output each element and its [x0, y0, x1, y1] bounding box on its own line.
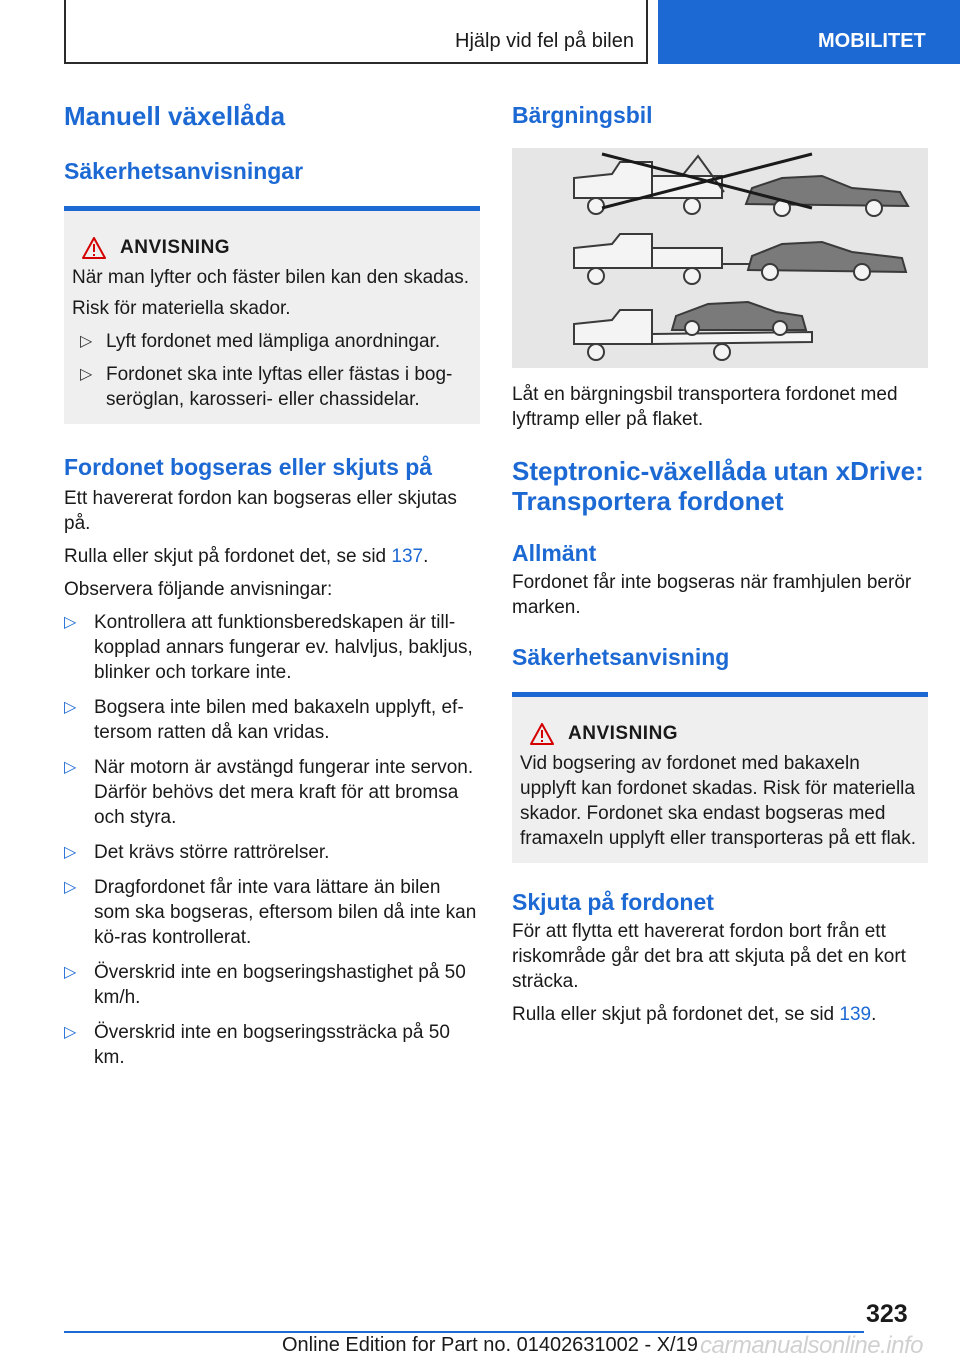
list-item: ▷ Bogsera inte bilen med bakaxeln upplyft, ef-tersom ratten då kan vridas.: [64, 697, 464, 743]
notice-box-right: [512, 692, 928, 863]
push-heading: Skjuta på fordonet: [512, 889, 714, 915]
page-link-139[interactable]: 139: [839, 1004, 872, 1025]
tow-instructions-intro: Observera följande anvisningar:: [64, 579, 333, 600]
list-item: ▷ Dragfordonet får inte vara lättare än bilen som ska bogseras, eftersom bilen då inte kan kö-ras kontrollerat.: [64, 877, 477, 948]
notice-line: Risk för materiella skador.: [72, 298, 291, 319]
general-paragraph: Fordonet får inte bogseras när framhjulen berör marken.: [512, 572, 912, 618]
header-category-label: MOBILITET: [818, 30, 926, 52]
page-title: Manuell växellåda: [64, 101, 286, 131]
list-item: ▷ När motorn är avstängd fungerar inte servon. Därför behövs det mera kraft för att bromsa och styra.: [64, 757, 474, 828]
warning-triangle-icon: [530, 723, 554, 745]
triangle-bullet-icon: ▷: [64, 614, 77, 631]
triangle-bullet-icon: ▷: [64, 699, 77, 716]
tow-reference: Rulla eller skjut på fordonet det, se sid 137.: [64, 546, 429, 567]
tow-heading: Fordonet bogseras eller skjuts på: [64, 454, 433, 480]
triangle-bullet-icon: ▷: [64, 759, 77, 776]
safety-heading: Säkerhetsanvisningar: [64, 158, 304, 184]
triangle-bullet-icon: ▷: [64, 844, 77, 861]
notice-title: [82, 237, 472, 259]
notice-text: Vid bogsering av fordonet med bakaxeln upplyft kan fordonet skadas. Risk för materiella skador. Fordonet ska endast bogseras med framaxeln upplyft eller transporteras på ett flak.: [520, 753, 917, 849]
left-column: [64, 100, 480, 1070]
tow-truck-illustration: [512, 148, 928, 368]
notice-list: [72, 329, 472, 412]
list-item: ▷ Kontrollera att funktionsberedskapen är till-kopplad annars fungerar ev. halvljus, bakljus, blinker och torkare inte.: [64, 612, 473, 683]
general-heading: Allmänt: [512, 540, 597, 566]
page-link-137[interactable]: 137: [391, 546, 424, 567]
tow-truck-caption: Låt en bärgningsbil transportera fordonet med lyftramp eller på flaket.: [512, 384, 898, 430]
header-category-tab[interactable]: [658, 0, 960, 64]
triangle-bullet-icon: ▷: [80, 366, 93, 383]
safety-heading-right: Säkerhetsanvisning: [512, 644, 730, 670]
steptronic-heading: Steptronic-växellåda utan xDrive: Transportera fordonet: [512, 456, 924, 516]
triangle-bullet-icon: ▷: [64, 964, 77, 981]
notice-line: När man lyfter och fäster bilen kan den skadas.: [72, 267, 470, 288]
header-section-box: [64, 0, 648, 64]
tow-instructions-list: [64, 610, 480, 1070]
tow-truck-heading: Bärgningsbil: [512, 102, 653, 128]
list-item: ▷ Överskrid inte en bogseringssträcka på 50 km.: [64, 1022, 450, 1068]
notice-label: ANVISNING: [568, 723, 679, 744]
tow-truck-diagram-icon: [512, 148, 928, 368]
push-paragraph: För att flytta ett havererat fordon bort från ett riskområde går det bra att skjuta på det en kort sträcka.: [512, 921, 906, 992]
notice-title: [530, 723, 920, 745]
push-reference: Rulla eller skjut på fordonet det, se sid 139.: [512, 1004, 877, 1025]
notice-box: [64, 206, 480, 424]
watermark-logo: carmanualsonline.info: [700, 1332, 923, 1359]
list-item: ▷ Fordonet ska inte lyftas eller fästas i bog-seröglan, karosseri- eller chassidelar.: [80, 364, 453, 410]
page-number: 323: [866, 1300, 908, 1328]
tow-paragraph: Ett havererat fordon kan bogseras eller skjutas på.: [64, 488, 457, 534]
triangle-bullet-icon: ▷: [80, 333, 93, 350]
notice-label: ANVISNING: [120, 237, 231, 258]
header-section-title: Hjälp vid fel på bilen: [455, 30, 634, 52]
list-item: ▷ Det krävs större rattrörelser.: [64, 842, 330, 863]
right-column: [512, 100, 928, 1027]
list-item: ▷ Lyft fordonet med lämpliga anordningar.: [80, 331, 441, 352]
list-item: ▷ Överskrid inte en bogseringshastighet på 50 km/h.: [64, 962, 466, 1008]
warning-triangle-icon: [82, 237, 106, 259]
triangle-bullet-icon: ▷: [64, 879, 77, 896]
footer-edition: Online Edition for Part no. 01402631002 - X/19: [282, 1334, 698, 1356]
triangle-bullet-icon: ▷: [64, 1024, 77, 1041]
